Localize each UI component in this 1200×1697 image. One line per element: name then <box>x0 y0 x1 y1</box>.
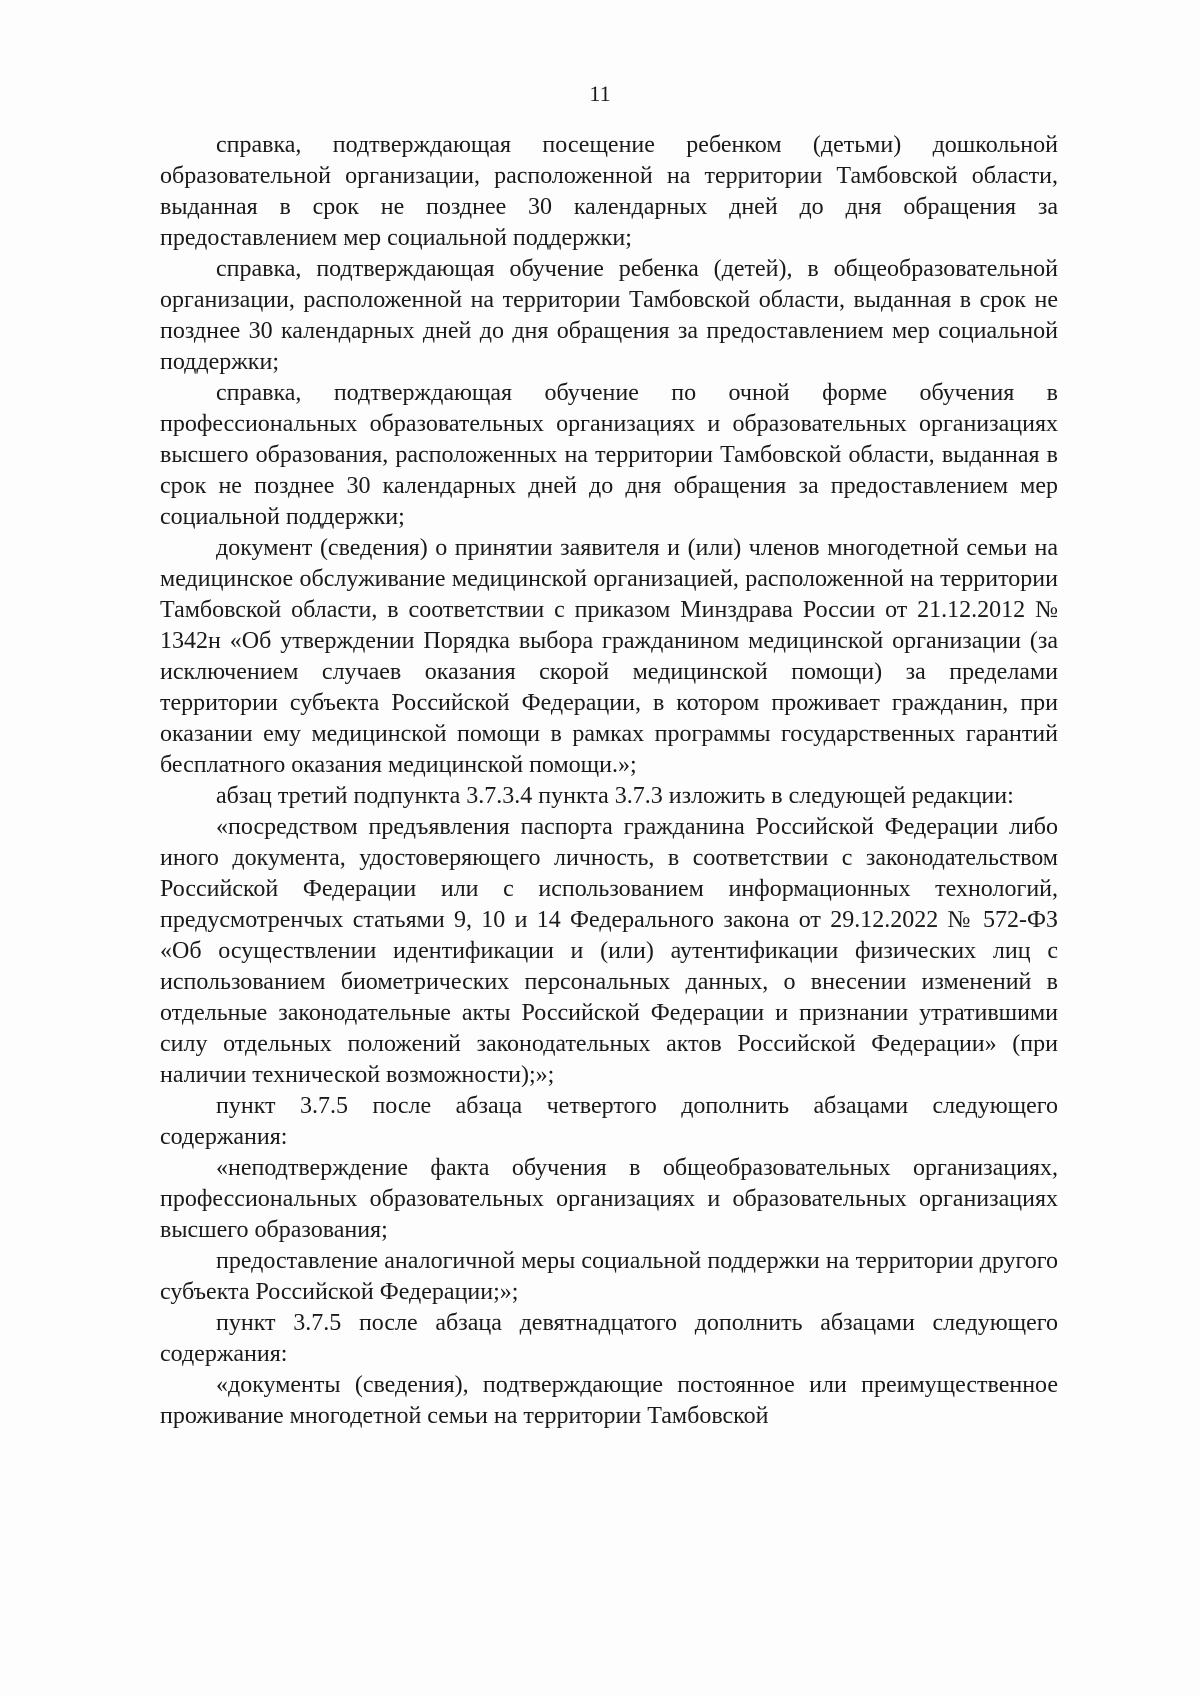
paragraph-amendment-3-7-3-4: абзац третий подпункта 3.7.3.4 пункта 3.7.3 изложить в следующей редакции: <box>216 783 1014 809</box>
document-body <box>160 130 1058 1432</box>
paragraph-amendment-3-7-5-fourth: пункт 3.7.5 после абзаца четвертого дополнить абзацами следующего содержания: <box>160 1093 1058 1150</box>
paragraph-certificate-higher-education: справка, подтверждающая обучение по очной форме обучения в профессиональных образовательных организациях и образовательных организациях высшего образования, расположенных на территории Тамбовской области, выданная в срок не позднее 30 календарных дней до дня обращения за предоставлением мер социальной поддержки; <box>160 380 1058 530</box>
paragraph-passport-identification: «посредством предъявления паспорта гражданина Российской Федерации либо иного документа, удостоверяющего личность, в соответствии с законодательством Российской Федерации или с использованием информационных технологий, предусмотренчых статьями 9, 10 и 14 Федерального закона от 29.12.2022 № 572-ФЗ «Об осуществлении идентификации и (или) аутентификации физических лиц с использованием биометрических персональных данных, о внесении изменений в отдельные законодательные акты Российской Федерации и признании утратившими силу отдельных положений законодательных актов Российской Федерации» (при наличии технической возможности);»; <box>160 814 1058 1088</box>
paragraph-non-confirmation: «неподтверждение факта обучения в общеобразовательных организациях, профессиональных образовательных организациях и образовательных организациях высшего образования; <box>160 1155 1058 1243</box>
paragraph-amendment-3-7-5-nineteenth: пункт 3.7.5 после абзаца девятнадцатого дополнить абзацами следующего содержания: <box>160 1310 1058 1367</box>
paragraph-medical-document: документ (сведения) о принятии заявителя и (или) членов многодетной семьи на медицинское обслуживание медицинской организацией, расположенной на территории Тамбовской области, в соответствии с приказом Минздрава России от 21.12.2012 № 1342н «Об утверждении Порядка выбора гражданином медицинской организации (за исключением случаев оказания скорой медицинской помощи) за пределами территории субъекта Российской Федерации, в котором проживает гражданин, при оказании ему медицинской помощи в рамках программы государственных гарантий бесплатного оказания медицинской помощи.»; <box>160 535 1058 778</box>
paragraph-similar-support: предоставление аналогичной меры социальной поддержки на территории другого субъекта Российской Федерации;»; <box>160 1248 1058 1305</box>
paragraph-residence-documents: «документы (сведения), подтверждающие постоянное или преимущественное проживание многодетной семьи на территории Тамбовской <box>160 1372 1058 1429</box>
page-number: 11 <box>589 81 611 106</box>
paragraph-certificate-preschool: справка, подтверждающая посещение ребенком (детьми) дошкольной образовательной организации, расположенной на территории Тамбовской области, выданная в срок не позднее 30 календарных дней до дня обращения за предоставлением мер социальной поддержки; <box>160 132 1058 251</box>
paragraph-certificate-school: справка, подтверждающая обучение ребенка (детей), в общеобразовательной организации, расположенной на территории Тамбовской области, выданная в срок не позднее 30 календарных дней до дня обращения за предоставлением мер социальной поддержки; <box>160 256 1058 375</box>
